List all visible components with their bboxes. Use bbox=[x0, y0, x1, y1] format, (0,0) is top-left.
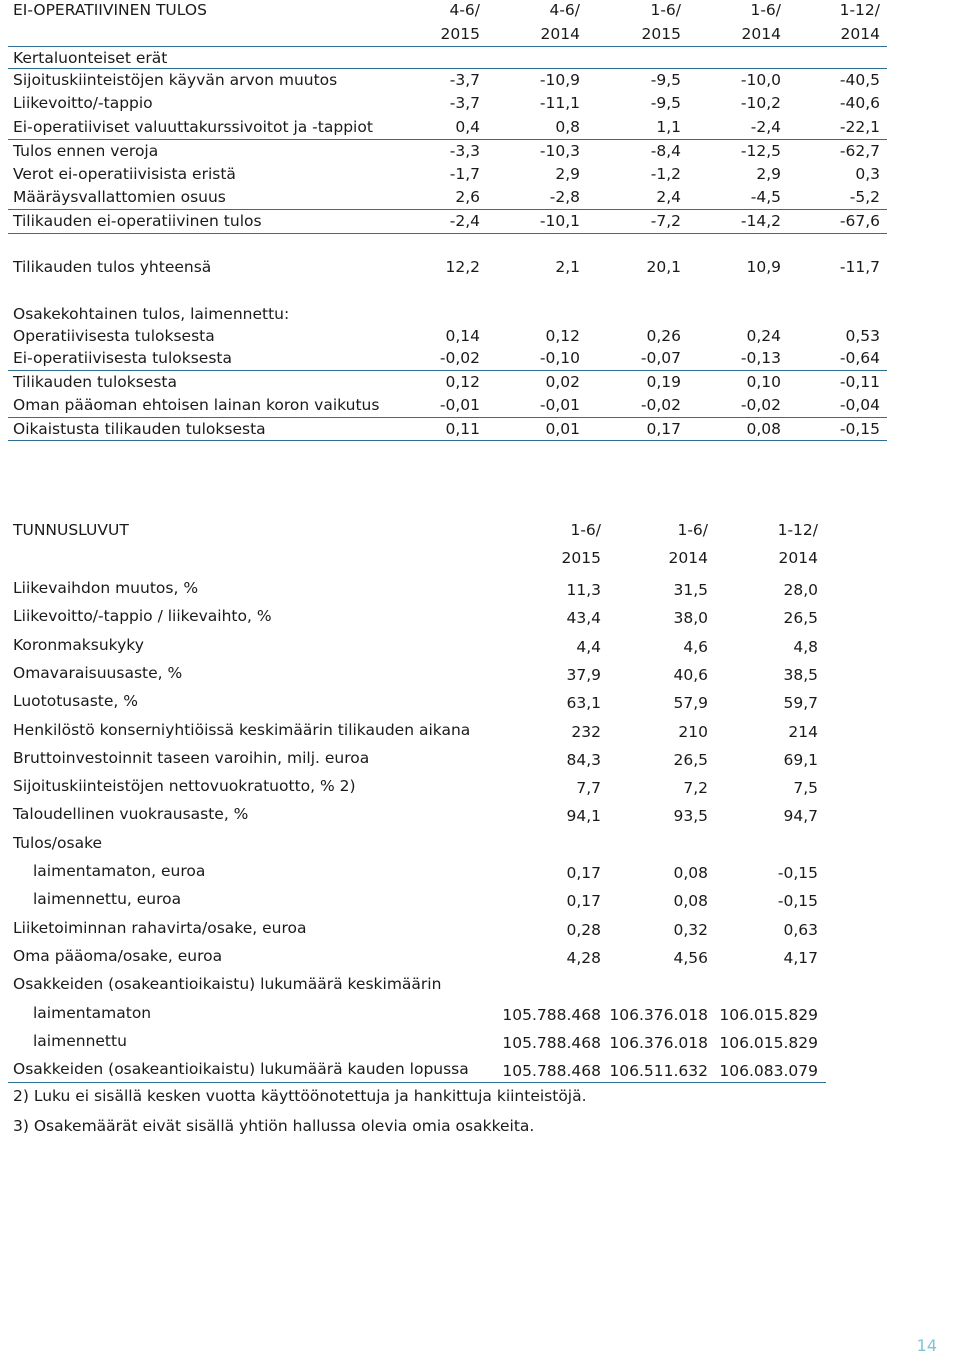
table1-cell: -40,5 bbox=[839, 71, 880, 89]
table1-cell: 0,01 bbox=[545, 420, 580, 438]
table1-title: EI-OPERATIIVINEN TULOS bbox=[13, 1, 207, 19]
table2-cell: 0,17 bbox=[566, 864, 601, 882]
table1-cell: -2,4 bbox=[750, 118, 781, 136]
table2-row-label: Liikevoitto/-tappio / liikevaihto, % bbox=[13, 607, 272, 626]
table1-cell: -0,64 bbox=[839, 349, 880, 367]
table1-cell: -7,2 bbox=[650, 212, 681, 230]
table1-cell: 2,9 bbox=[756, 165, 781, 183]
table1-cell: -9,5 bbox=[650, 71, 681, 89]
table2-cell: 43,4 bbox=[566, 609, 601, 628]
table1-cell: -0,15 bbox=[839, 420, 880, 438]
table2-row-label: laimentamaton, euroa bbox=[33, 862, 206, 880]
table1-row-label: Tilikauden tuloksesta bbox=[13, 373, 177, 391]
table1-cell: -0,01 bbox=[539, 396, 580, 414]
table1-cell: 0,53 bbox=[845, 327, 880, 345]
table1-cell: 0,12 bbox=[445, 373, 480, 391]
table1-cell: -62,7 bbox=[839, 142, 880, 160]
table1-row-label: Verot ei-operatiivisista eristä bbox=[13, 165, 236, 183]
table1-cell: 2,1 bbox=[555, 258, 580, 276]
table1-cell: -14,2 bbox=[740, 212, 781, 230]
table2-cell: 7,7 bbox=[576, 779, 601, 798]
table1-cell: -0,07 bbox=[640, 349, 681, 367]
table2-row-label: laimennettu, euroa bbox=[33, 890, 182, 909]
table1-cell: -10,9 bbox=[539, 71, 580, 89]
table1-cell: 0,4 bbox=[455, 118, 480, 136]
table2-cell: 106.376.018 bbox=[609, 1005, 708, 1024]
table1-row-rule bbox=[8, 417, 887, 418]
table2-cell: 106.083.079 bbox=[719, 1062, 818, 1081]
table2-cell: 0,28 bbox=[566, 920, 601, 939]
table2-row-label: Liiketoiminnan rahavirta/osake, euroa bbox=[13, 918, 307, 937]
table2-cell: 40,6 bbox=[673, 665, 708, 684]
table1-cell: -10,0 bbox=[740, 71, 781, 89]
table1-cell: 0,19 bbox=[646, 373, 681, 391]
table2-header-year: 2014 bbox=[668, 549, 708, 567]
table1-cell: -12,5 bbox=[740, 142, 781, 160]
table2-row-label: Luototusaste, % bbox=[13, 692, 138, 711]
table2-cell: 0,17 bbox=[566, 892, 601, 911]
table1-header-period: 4-6/ bbox=[549, 1, 580, 19]
table2-row-label: Sijoituskiinteistöjen nettovuokratuotto, % 2) bbox=[13, 777, 356, 796]
table2-cell: 57,9 bbox=[673, 694, 708, 713]
table2-row-label: Liikevaihdon muutos, % bbox=[13, 579, 199, 597]
table1-header-year: 2014 bbox=[741, 25, 781, 43]
table1-cell: 0,14 bbox=[445, 327, 480, 345]
table2-cell: 4,4 bbox=[576, 637, 601, 656]
table1-cell: -11,7 bbox=[839, 258, 880, 276]
table2-cell: 106.511.632 bbox=[609, 1062, 708, 1081]
table1-cell: -10,2 bbox=[740, 94, 781, 112]
table1-header-period: 1-6/ bbox=[650, 1, 681, 19]
table1-cell: -3,7 bbox=[449, 71, 480, 89]
table1-cell: 0,3 bbox=[855, 165, 880, 183]
table1-cell: -22,1 bbox=[839, 118, 880, 136]
table1-header-year: 2015 bbox=[641, 25, 681, 43]
table1-cell: 0,08 bbox=[746, 420, 781, 438]
table2-cell: -0,15 bbox=[777, 864, 818, 882]
table2-cell: 106.376.018 bbox=[609, 1033, 708, 1052]
table1-row-label: Tilikauden tulos yhteensä bbox=[13, 258, 212, 276]
table2-header-year: 2014 bbox=[778, 549, 818, 567]
table2-row-label: Koronmaksukyky bbox=[13, 635, 144, 654]
table1-row-label: Oman pääoman ehtoisen lainan koron vaikutus bbox=[13, 396, 380, 414]
table2-header-period: 1-6/ bbox=[570, 521, 601, 539]
table1-cell: -3,3 bbox=[449, 142, 480, 160]
table1-row-rule bbox=[8, 139, 887, 140]
table1-cell: 20,1 bbox=[646, 258, 681, 276]
table2-cell: 26,5 bbox=[673, 750, 708, 769]
table2-row-label: laimentamaton bbox=[33, 1003, 152, 1022]
table2-cell: 7,2 bbox=[683, 779, 708, 798]
table1-cell: 10,9 bbox=[746, 258, 781, 276]
footnote: 2) Luku ei sisällä kesken vuotta käyttöönotettuja ja hankittuja kiinteistöjä. bbox=[13, 1087, 587, 1105]
table1-cell: -1,7 bbox=[449, 165, 480, 183]
table2-cell: 0,32 bbox=[673, 920, 708, 939]
table2-cell: 210 bbox=[678, 722, 708, 741]
table1-row-label: Sijoituskiinteistöjen käyvän arvon muutos bbox=[13, 71, 338, 89]
table1-cell: 0,8 bbox=[555, 118, 580, 136]
table2-cell: 63,1 bbox=[566, 694, 601, 713]
table2-row-label: Osakkeiden (osakeantioikaistu) lukumäärä kauden lopussa bbox=[13, 1060, 469, 1079]
table1-row-label: Ei-operatiivisesta tuloksesta bbox=[13, 349, 232, 367]
table1-row-label: Tulos ennen veroja bbox=[13, 142, 159, 160]
table1-header-year: 2015 bbox=[440, 25, 480, 43]
table1-row-label: Tilikauden ei-operatiivinen tulos bbox=[13, 212, 262, 230]
table1-row-label: Osakekohtainen tulos, laimennettu: bbox=[13, 305, 290, 323]
table2-cell: 69,1 bbox=[783, 750, 818, 769]
table1-cell: 0,10 bbox=[746, 373, 781, 391]
table1-row-rule bbox=[8, 440, 887, 441]
table2-row-label: Bruttoinvestoinnit taseen varoihin, milj. euroa bbox=[13, 748, 370, 767]
table2-cell: 4,6 bbox=[683, 637, 708, 656]
table2-cell: 214 bbox=[788, 722, 818, 741]
table1-cell: 0,12 bbox=[545, 327, 580, 345]
table1-cell: 2,9 bbox=[555, 165, 580, 183]
table1-cell: -2,4 bbox=[449, 212, 480, 230]
table1-cell: -0,02 bbox=[640, 396, 681, 414]
table2-row-label: Omavaraisuusaste, % bbox=[13, 663, 183, 682]
table2-cell: 0,08 bbox=[673, 864, 708, 882]
table1-header-rule bbox=[8, 46, 887, 47]
table1-row-label: Oikaistusta tilikauden tuloksesta bbox=[13, 420, 266, 438]
table1-row-label: Liikevoitto/-tappio bbox=[13, 94, 153, 112]
table2-cell: 94,7 bbox=[783, 807, 818, 826]
table1-cell: -4,5 bbox=[750, 188, 781, 206]
table1-cell: -8,4 bbox=[650, 142, 681, 160]
table2-cell: 105.788.468 bbox=[502, 1062, 601, 1081]
table2-row-label: Henkilöstö konserniyhtiöissä keskimäärin tilikauden aikana bbox=[13, 720, 471, 739]
table1-cell: -0,01 bbox=[439, 396, 480, 414]
table1-cell: -0,04 bbox=[839, 396, 880, 414]
table2-cell: 0,63 bbox=[783, 920, 818, 939]
table2-cell: 31,5 bbox=[673, 581, 708, 599]
table1-row-label: Operatiivisesta tuloksesta bbox=[13, 327, 215, 345]
table2-cell: 105.788.468 bbox=[502, 1033, 601, 1052]
table1-header-year: 2014 bbox=[540, 25, 580, 43]
table1-row-rule bbox=[8, 233, 887, 234]
page-number: 14 bbox=[916, 1336, 937, 1355]
table1-row-label: Ei-operatiiviset valuuttakurssivoitot ja -tappiot bbox=[13, 118, 373, 136]
table1-cell: 2,4 bbox=[656, 188, 681, 206]
table1-header-period: 4-6/ bbox=[449, 1, 480, 19]
table2-row-label: Osakkeiden (osakeantioikaistu) lukumäärä keskimäärin bbox=[13, 975, 442, 994]
table2-bottom-rule bbox=[8, 1082, 826, 1083]
table2-cell: 4,8 bbox=[793, 637, 818, 656]
table2-row-label: Taloudellinen vuokrausaste, % bbox=[13, 805, 249, 824]
table1-cell: -67,6 bbox=[839, 212, 880, 230]
table1-cell: -0,02 bbox=[439, 349, 480, 367]
table1-cell: -10,3 bbox=[539, 142, 580, 160]
table1-row-label: Määräysvallattomien osuus bbox=[13, 188, 226, 206]
table1-header-year: 2014 bbox=[840, 25, 880, 43]
table2-cell: 105.788.468 bbox=[502, 1005, 601, 1024]
table2-cell: 106.015.829 bbox=[719, 1005, 818, 1024]
table1-cell: -9,5 bbox=[650, 94, 681, 112]
table2-cell: 7,5 bbox=[793, 779, 818, 798]
table1-cell: -3,7 bbox=[449, 94, 480, 112]
table2-title: TUNNUSLUVUT bbox=[13, 521, 129, 539]
table2-cell: 26,5 bbox=[783, 609, 818, 628]
table1-row-rule bbox=[8, 68, 887, 69]
table1-cell: 0,17 bbox=[646, 420, 681, 438]
table2-cell: 84,3 bbox=[566, 750, 601, 769]
table2-cell: 94,1 bbox=[566, 807, 601, 826]
table2-cell: 106.015.829 bbox=[719, 1033, 818, 1052]
table1-cell: 0,11 bbox=[445, 420, 480, 438]
table1-cell: -0,11 bbox=[839, 373, 880, 391]
table2-cell: 59,7 bbox=[783, 694, 818, 713]
table2-row-label: Oma pääoma/osake, euroa bbox=[13, 946, 223, 965]
table1-row-rule bbox=[8, 370, 887, 371]
table2-header-period: 1-6/ bbox=[677, 521, 708, 539]
table2-cell: 37,9 bbox=[566, 665, 601, 684]
table2-cell: -0,15 bbox=[777, 892, 818, 911]
table1-cell: -0,13 bbox=[740, 349, 781, 367]
table2-cell: 93,5 bbox=[673, 807, 708, 826]
table2-cell: 4,56 bbox=[673, 948, 708, 967]
table2-cell: 232 bbox=[571, 722, 601, 741]
table2-cell: 0,08 bbox=[673, 892, 708, 911]
table1-cell: -11,1 bbox=[539, 94, 580, 112]
table1-cell: 2,6 bbox=[455, 188, 480, 206]
table1-header-period: 1-6/ bbox=[750, 1, 781, 19]
table2-row-label: Tulos/osake bbox=[13, 833, 103, 852]
table1-cell: 1,1 bbox=[656, 118, 681, 136]
table2-cell: 38,5 bbox=[783, 665, 818, 684]
footnote: 3) Osakemäärät eivät sisällä yhtiön hallussa olevia omia osakkeita. bbox=[13, 1117, 535, 1135]
table1-cell: 0,26 bbox=[646, 327, 681, 345]
table2-cell: 28,0 bbox=[783, 581, 818, 599]
table1-cell: -10,1 bbox=[539, 212, 580, 230]
table2-cell: 4,17 bbox=[783, 948, 818, 967]
table1-header-period: 1-12/ bbox=[839, 1, 880, 19]
table2-cell: 4,28 bbox=[566, 948, 601, 967]
table1-cell: -0,02 bbox=[740, 396, 781, 414]
table2-cell: 11,3 bbox=[566, 581, 601, 599]
table1-cell: -0,10 bbox=[539, 349, 580, 367]
table1-cell: 0,02 bbox=[545, 373, 580, 391]
table1-cell: 12,2 bbox=[445, 258, 480, 276]
table1-cell: -5,2 bbox=[849, 188, 880, 206]
table1-cell: -40,6 bbox=[839, 94, 880, 112]
table1-cell: -1,2 bbox=[650, 165, 681, 183]
table1-row-label: Kertaluonteiset erät bbox=[13, 49, 168, 67]
table1-row-rule bbox=[8, 209, 887, 210]
table2-row-label: laimennettu bbox=[33, 1031, 127, 1050]
table2-cell: 38,0 bbox=[673, 609, 708, 628]
table1-cell: 0,24 bbox=[746, 327, 781, 345]
table2-header-period: 1-12/ bbox=[777, 521, 818, 539]
table2-header-year: 2015 bbox=[561, 549, 601, 567]
table1-cell: -2,8 bbox=[549, 188, 580, 206]
